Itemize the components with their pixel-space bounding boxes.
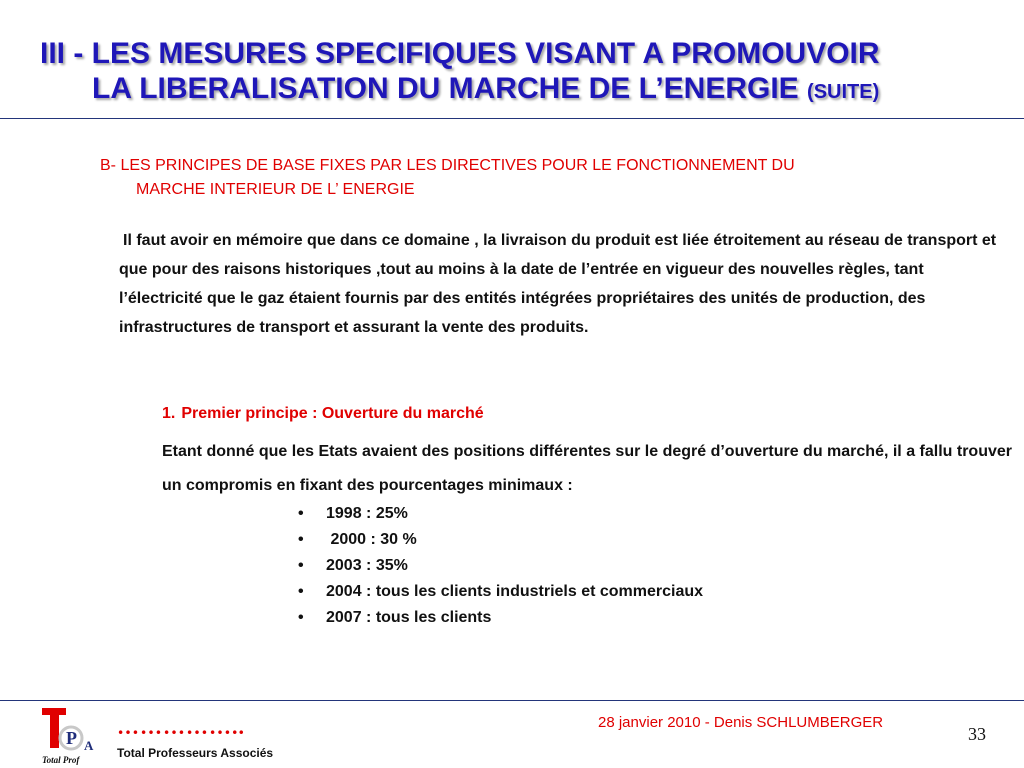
title-divider — [0, 118, 1024, 119]
list-item — [298, 553, 703, 579]
list-item-text: 2004 : tous les clients industriels et commerciaux — [326, 583, 704, 600]
principle-explanation: Etant donné que les Etats avaient des positions différentes sur le degré d’ouverture du marché, il a fallu trouver un compromis en fixant des pourcentages minimaux : — [162, 443, 1012, 494]
list-item — [298, 527, 703, 553]
principle-title: Premier principe : Ouverture du marché — [181, 405, 484, 422]
intro-paragraph — [119, 226, 1011, 342]
footer-divider — [0, 700, 1024, 701]
page-number: 33 — [968, 724, 986, 744]
intro-paragraph-text: Il faut avoir en mémoire que dans ce domaine , la livraison du produit est liée étroitement au réseau de transport et que pour des raisons historiques ,tout au moins à la date de l’entrée en vigueur des nouvelles règles, tant l’électricité que le gaz étaient fournis par des entités intégrées propriétaires des unités de production, des infrastructures de transport et assurant la vente des produits. — [119, 232, 997, 336]
slide-title — [40, 36, 1010, 110]
logo-caption: Total Prof — [42, 755, 80, 765]
title-line-1: III - LES MESURES SPECIFIQUES VISANT A PROMOUVOIR — [40, 37, 880, 70]
title-line-2 — [40, 71, 1010, 110]
principle-heading — [162, 405, 484, 423]
list-item-text: 2007 : tous les clients — [326, 609, 492, 626]
footer-dots: …………….. — [117, 714, 245, 739]
bullet-icon: • — [298, 583, 304, 600]
svg-text:A: A — [84, 738, 94, 753]
section-heading-line-2: MARCHE INTERIEUR DE L’ ENERGIE — [136, 181, 415, 198]
list-item-text: 2003 : 35% — [326, 557, 408, 574]
percentage-list — [298, 501, 703, 631]
section-heading — [100, 154, 1012, 202]
list-item-text: 1998 : 25% — [326, 505, 408, 522]
bullet-icon: • — [298, 557, 304, 574]
section-heading-line-1: B- LES PRINCIPES DE BASE FIXES PAR LES DIRECTIVES POUR LE FONCTIONNEMENT DU — [100, 157, 795, 174]
list-item — [298, 605, 703, 631]
title-suite: (SUITE) — [807, 81, 880, 103]
title-line-2-text: LA LIBERALISATION DU MARCHE DE L’ENERGIE — [92, 72, 808, 105]
svg-text:P: P — [66, 728, 77, 748]
bullet-icon: • — [298, 609, 304, 626]
bullet-icon: • — [298, 531, 304, 548]
list-item-text: 2000 : 30 % — [326, 531, 417, 548]
list-item — [298, 501, 703, 527]
total-prof-logo-icon — [40, 706, 102, 766]
organization-name: Total Professeurs Associés — [117, 746, 274, 760]
bullet-icon: • — [298, 505, 304, 522]
principle-number: 1. — [162, 405, 176, 422]
footer-date-author: 28 janvier 2010 - Denis SCHLUMBERGER — [598, 714, 884, 731]
list-item — [298, 579, 703, 605]
